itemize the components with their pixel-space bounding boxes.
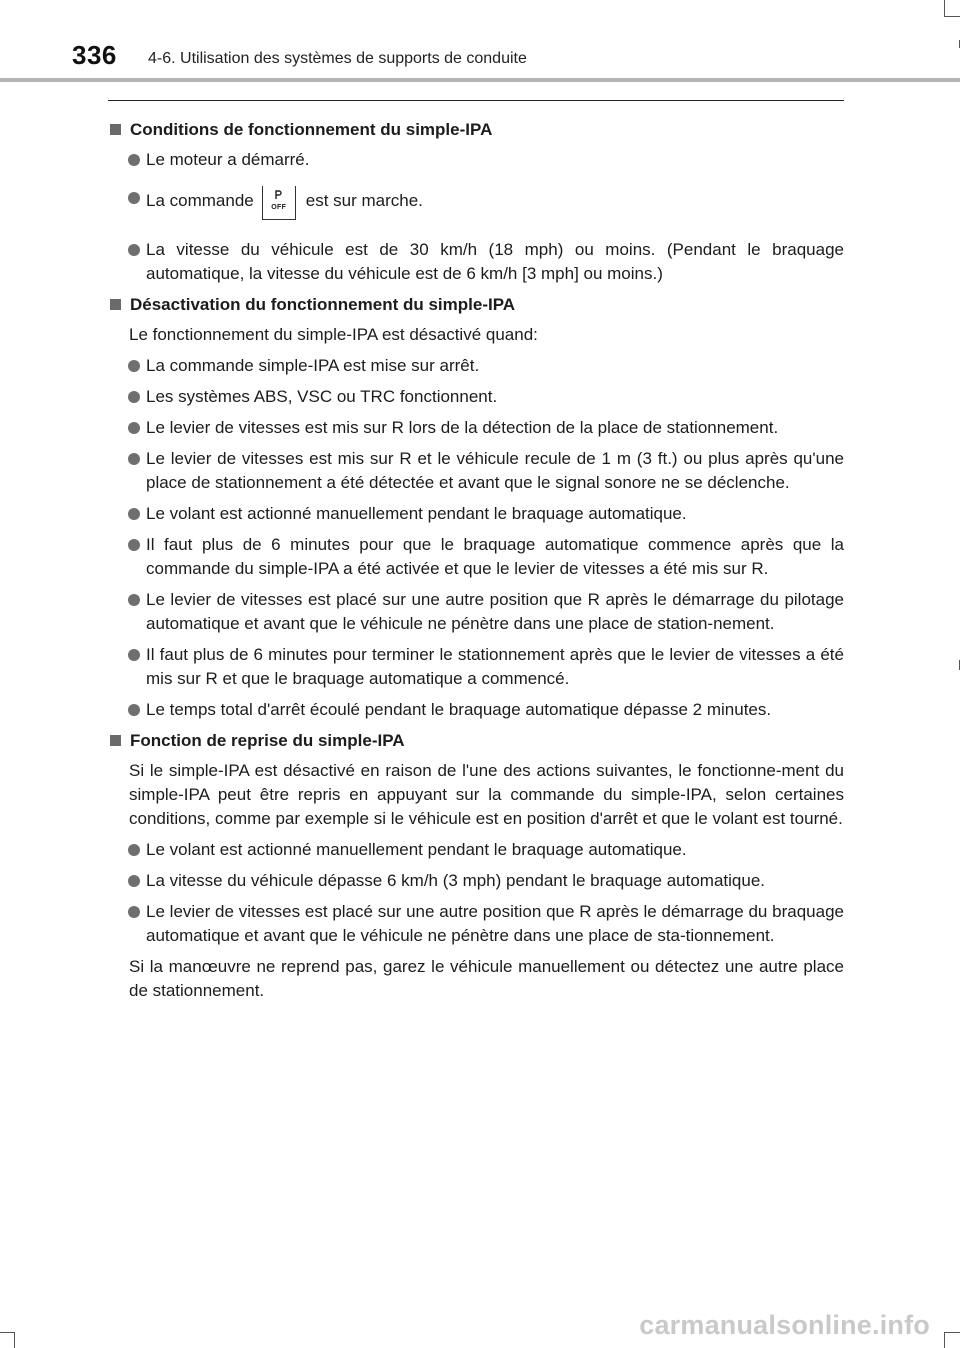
list-item [110,533,844,581]
section-heading-text: Conditions de fonctionnement du simple-IPA [130,120,493,139]
round-bullet-icon [128,360,140,372]
square-bullet-icon [110,299,121,310]
section-heading-deactivation [110,293,844,317]
list-item [110,643,844,691]
crop-mark [944,0,945,16]
list-item-text: Le levier de vitesses est placé sur une autre position que R après le démarrage du pilotage automatique et avant que le véhicule ne pénètre dans une place de station-nement. [146,590,844,633]
list-item [110,238,844,286]
list-item [110,416,844,440]
list-item-text-after: est sur marche. [305,191,423,210]
square-bullet-icon [110,735,121,746]
round-bullet-icon [128,508,140,520]
round-bullet-icon [128,391,140,403]
list-item [110,447,844,495]
list-item-switch [110,186,844,220]
list-item-text: Le moteur a démarré. [146,150,310,169]
list-item-text-before: La commande [146,191,254,210]
round-bullet-icon [128,422,140,434]
list-item [110,869,844,893]
list-item [110,900,844,948]
list-item-text: La commande simple-IPA est mise sur arrêt. [146,356,480,375]
list-item [110,588,844,636]
round-bullet-icon [128,906,140,918]
watermark: carmanualsonline.info [639,1310,930,1340]
header-divider [0,78,960,82]
crop-mark [944,1332,945,1348]
list-item-text: Les systèmes ABS, VSC ou TRC fonctionnent. [146,387,498,406]
list-item-text: Le temps total d'arrêt écoulé pendant le braquage automatique dépasse 2 minutes. [146,700,772,719]
list-item [110,354,844,378]
parking-switch-icon [262,186,296,220]
list-item-text: Le volant est actionné manuellement pendant le braquage automatique. [146,840,687,859]
list-item [110,502,844,526]
crop-mark [0,1332,15,1333]
section-outro: Si la manœuvre ne reprend pas, garez le véhicule manuellement ou détectez une autre place de stationnement. [129,957,844,1000]
list-item-text: Le levier de vitesses est placé sur une autre position que R après le démarrage du braquage automatique et avant que le véhicule ne pénètre dans une place de sta-tionnement. [146,902,844,945]
round-bullet-icon [128,154,140,166]
list-item [110,148,844,172]
content-divider [108,100,844,101]
section-intro: Le fonctionnement du simple-IPA est désactivé quand: [129,325,538,344]
chapter-title: 4-6. Utilisation des systèmes de supports de conduite [148,50,527,67]
section-heading-text: Désactivation du fonctionnement du simple-IPA [130,295,516,314]
round-bullet-icon [128,539,140,551]
section-heading-conditions [110,118,844,142]
round-bullet-icon [128,649,140,661]
section-heading-resume [110,729,844,753]
list-item [110,698,844,722]
parking-glyph-icon [274,190,283,200]
list-item-text: Il faut plus de 6 minutes pour terminer le stationnement après que le levier de vitesses a été mis sur R et que le braquage automatique a commencé. [146,645,844,688]
list-item-text: Le levier de vitesses est mis sur R et le véhicule recule de 1 m (3 ft.) ou plus après qu'une place de stationnement a été détectée et avant que le signal sonore ne se déclenche. [146,449,844,492]
round-bullet-icon [128,192,140,204]
round-bullet-icon [128,594,140,606]
round-bullet-icon [128,244,140,256]
round-bullet-icon [128,453,140,465]
round-bullet-icon [128,704,140,716]
list-item [110,385,844,409]
round-bullet-icon [128,844,140,856]
section-heading-text: Fonction de reprise du simple-IPA [130,731,405,750]
list-item [110,838,844,862]
page-content [110,114,844,1010]
page-number: 336 [72,40,117,70]
crop-mark [944,1332,960,1333]
crop-mark [14,1332,15,1348]
list-item-text: Il faut plus de 6 minutes pour que le braquage automatique commence après que la commande du simple-IPA a été activée et que le levier de vitesses a été mis sur R. [146,535,844,578]
list-item-text: La vitesse du véhicule dépasse 6 km/h (3 mph) pendant le braquage automatique. [146,871,766,890]
list-item-text: La vitesse du véhicule est de 30 km/h (18 mph) ou moins. (Pendant le braquage automatique, la vitesse du véhicule est de 6 km/h [3 mph] ou moins.) [146,240,844,283]
section-intro: Si le simple-IPA est désactivé en raison de l'une des actions suivantes, le fonctionne-ment du simple-IPA peut être repris en appuyant sur la commande du simple-IPA, selon certaines conditions, comme par exemple si le véhicule est en position d'arrêt et que le volant est tourné. [129,761,844,828]
list-item-text: Le volant est actionné manuellement pendant le braquage automatique. [146,504,687,523]
crop-mark [944,16,960,17]
round-bullet-icon [128,875,140,887]
square-bullet-icon [110,124,121,135]
switch-off-label: OFF [271,204,287,211]
list-item-text: Le levier de vitesses est mis sur R lors de la détection de la place de stationnement. [146,418,779,437]
